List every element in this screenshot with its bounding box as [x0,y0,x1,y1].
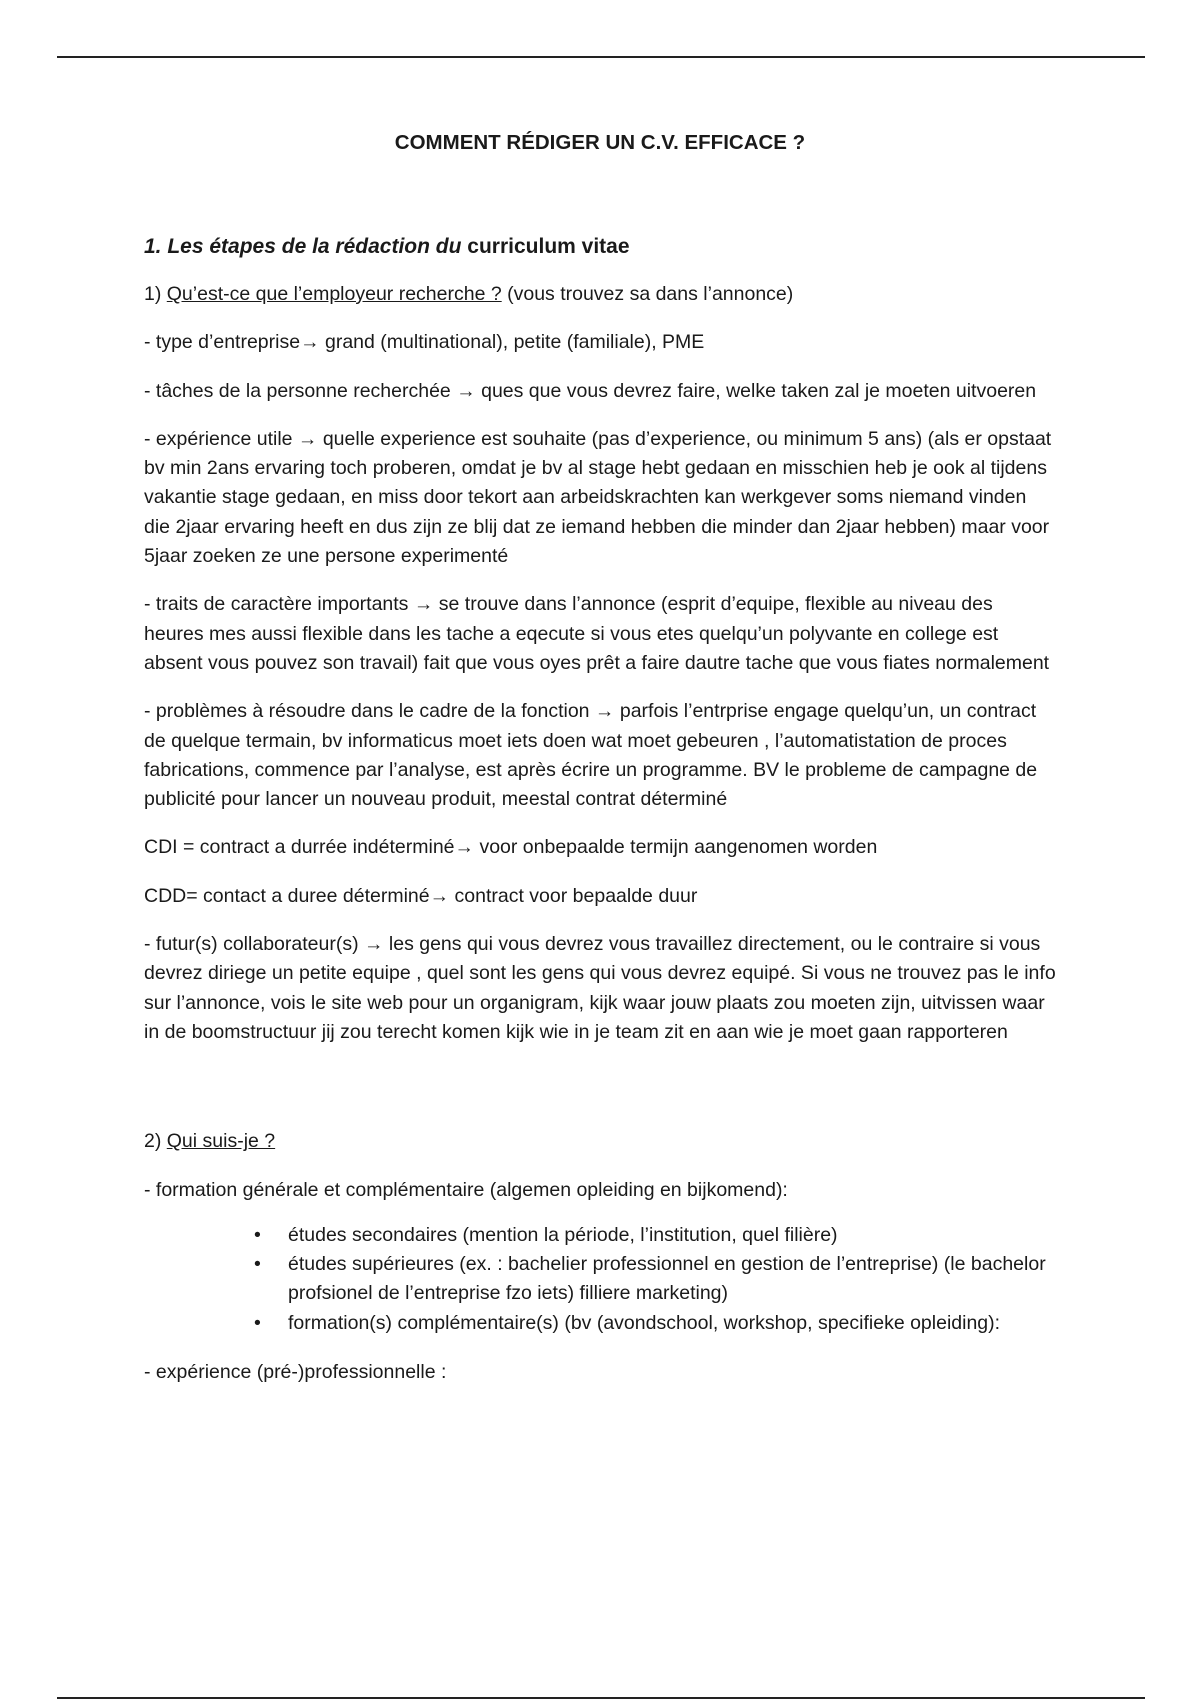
paragraph-taches: - tâches de la personne recherchée → ques que vous devrez faire, welke taken zal je moeten uitvoeren [144,379,1037,402]
list-item [254,1309,1056,1338]
paragraph-cdi: CDI = contract a durrée indéterminé→ voor onbepaalde termijn aangenomen worden [144,836,878,859]
bottom-rule [57,1697,1145,1699]
paragraph-experience-intro: - expérience (pré-)professionnelle : [144,1361,447,1384]
paragraph-experience-utile: - expérience utile → quelle experience est souhaite (pas d’experience, ou minimum 5 ans) (als er opstaat bv min 2ans ervaring toch proberen, omdat je bv al stage hebt gedaan en misschien heb je ook al tijdens vakantie stage gedaan, en miss door tekort aan arbeidskrachten kan werkgever soms niemand vinden die 2jaar ervaring heeft en dus zijn ze blij dat ze iemand hebben die minder dan 2jaar hebben) maar voor 5jaar zoeken ze une persone experimenté [144,427,1052,568]
bullet-icon: • [254,1311,261,1334]
document-title: COMMENT RÉDIGER UN C.V. EFFICACE ? [394,131,806,154]
question-1-note: (vous trouvez sa dans l’annonce) [501,283,794,305]
bullet-icon: • [254,1253,261,1276]
list-item [254,1250,1056,1309]
list-item-text: études supérieures (ex. : bachelier professionnel en gestion de l’entreprise) (le bachelor profsionel de l’entreprise fzo iets) filliere marketing) [288,1253,1046,1305]
paragraph-formation-intro: - formation générale et complémentaire (algemen opleiding en bijkomend): [144,1178,788,1201]
top-rule [57,56,1145,58]
question-2-number: 2) [144,1130,167,1153]
list-item-text: formation(s) complémentaire(s) (bv (avondschool, workshop, specifieke opleiding): [288,1311,1001,1334]
section-1-heading-italic: 1. Les étapes de la rédaction du [144,235,462,258]
formation-bullet-list [144,1221,1056,1338]
paragraph-cdd: CDD= contact a duree déterminé→ contract voor bepaalde duur [144,884,698,907]
bullet-icon: • [254,1223,261,1246]
paragraph-collaborateurs: - futur(s) collaborateur(s) → les gens qui vous devrez vous travaillez directement, ou le contraire si vous devrez diriege un petite equipe , quel sont les gens qui vous devrez equipé. Si vous ne trouvez pas le info sur l’annonce, vois le site web pour un organigram, kijk waar jouw plaats zou moeten zijn, uitvissen waar in de boomstructuur jij zou terecht komen kijk wie in je team zit en aan wie je moet gaan rapporteren [144,933,1056,1043]
paragraph-problemes: - problèmes à résoudre dans le cadre de la fonction → parfois l’entrprise engage quelqu’un, un contract de quelque termain, bv informaticus moet iets doen wat moet gebeuren , l’automatistation de proces fabrications, commence par l’analyse, est après écrire un programme. BV le probleme de campagne de publicité pour lancer un nouveau produit, meestal contrat déterminé [144,700,1038,811]
document-page [144,128,1056,1387]
question-2 [144,1127,1056,1156]
question-1 [144,280,1056,309]
section-1-heading-rest: curriculum vitae [461,235,630,258]
section-1-heading [144,232,1056,262]
question-1-label: Qu’est-ce que l’employeur recherche ? [166,283,502,305]
question-1-number: 1) [144,283,167,305]
list-item-text: études secondaires (mention la période, l’institution, quel filière) [288,1223,838,1246]
question-2-label: Qui suis-je ? [166,1130,276,1153]
paragraph-type-entreprise: - type d’entreprise→ grand (multinational), petite (familiale), PME [144,331,705,354]
paragraph-traits-caractere: - traits de caractère importants → se trouve dans l’annonce (esprit d’equipe, flexible au niveau des heures mes aussi flexible dans les tache a eqecute si vous etes quelqu’un polyvante en college est absent vous pouvez son travail) fait que vous oyes prêt a faire dautre tache que vous fiates normalement [144,593,1050,674]
section-spacer [144,1047,1056,1107]
list-item [254,1221,1056,1250]
